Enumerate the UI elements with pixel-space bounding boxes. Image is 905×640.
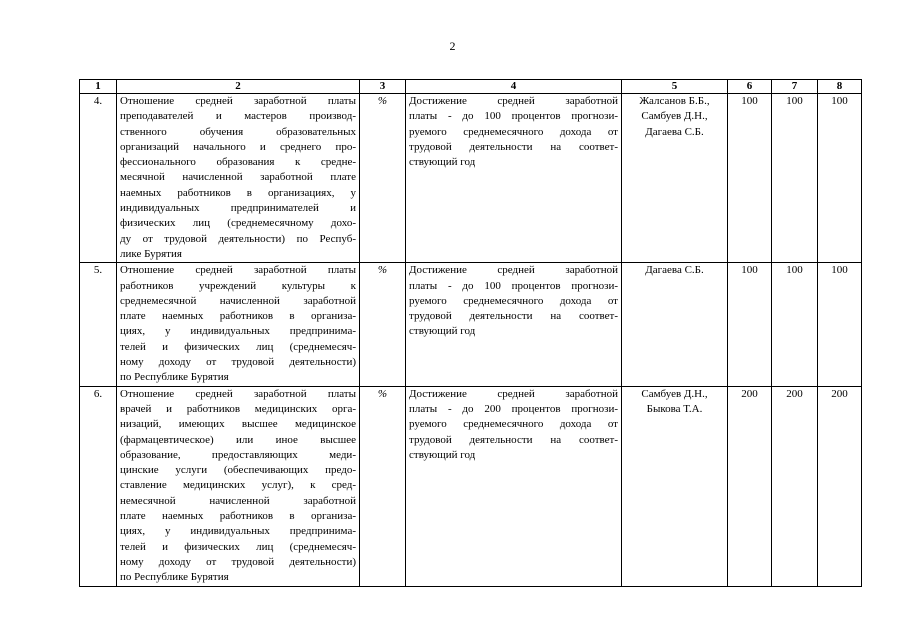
table-row [80,263,862,386]
indicator-line: Отношение средней заработной платы [120,387,356,400]
unit-cell: % [360,263,406,386]
header-cell-4: 4 [406,80,622,94]
indicator-line: по Республике Бурятия [120,371,229,384]
header-cell-3: 3 [360,80,406,94]
table-row [80,386,862,586]
indicator-line: (фармацевтическое) или иное высшее [120,433,356,446]
indicator-line: низаций, имеющих высшее медицинское [120,418,356,431]
indicator-line: телей и физических лиц (среднемесяч- [120,340,356,353]
indicator-cell [117,386,360,586]
target-line: платы - до 200 процентов прогнози- [409,402,618,415]
header-cell-1: 1 [80,80,117,94]
indicator-line: наемных работников в организациях, у [120,186,356,199]
indicator-line: индивидуальных предпринимателей и [120,202,356,215]
indicator-cell [117,263,360,386]
header-cell-5: 5 [622,80,728,94]
value-col8-cell: 100 [818,263,862,386]
value-col6-cell: 100 [728,94,772,263]
value-col8-cell: 200 [818,386,862,586]
indicator-line: ду от трудовой деятельности) по Респуб- [120,232,356,245]
unit-cell: % [360,94,406,263]
target-line: Достижение средней заработной [409,387,618,400]
target-line: трудовой деятельности на соответ- [409,140,618,153]
indicator-line: физических лиц (среднемесячному дохо- [120,217,356,230]
header-cell-7: 7 [772,80,818,94]
responsible-cell [622,386,728,586]
indicator-line: плате наемных работников в организа- [120,310,356,323]
target-line: ствующий год [409,156,476,169]
row-number: 6. [80,386,117,586]
indicator-line: телей и физических лиц (среднемесяч- [120,540,356,553]
responsible-cell [622,94,728,263]
target-line: трудовой деятельности на соответ- [409,310,618,323]
target-line: руемого среднемесячного дохода от [409,294,618,307]
indicator-line: образование, предоставляющих меди- [120,448,356,461]
indicator-line: циях, у индивидуальных предпринима- [120,525,356,538]
indicator-line: преподавателей и мастеров производ- [120,110,356,123]
indicator-line: плате наемных работников в организа- [120,510,356,523]
value-col7-cell: 100 [772,94,818,263]
table-row [80,94,862,263]
target-cell [406,386,622,586]
value-col6-cell: 100 [728,263,772,386]
target-line: руемого среднемесячного дохода от [409,125,618,138]
responsible-line: Самбуев Д.Н., [641,387,708,400]
indicator-line: циях, у индивидуальных предпринима- [120,325,356,338]
value-col7-cell: 100 [772,263,818,386]
target-line: Достижение средней заработной [409,95,618,107]
target-line: Достижение средней заработной [409,264,618,277]
indicator-line: Отношение средней заработной платы [120,264,356,277]
indicator-line: ставление медицинских услуг), к сред- [120,479,356,492]
responsible-line: Жалсанов Б.Б., [639,95,710,107]
indicator-line: цинские услуги (обеспечивающих предо- [120,464,356,477]
target-line: ствующий год [409,325,476,338]
responsible-line: Самбуев Д.Н., [641,110,708,123]
indicator-line: Отношение средней заработной платы [120,95,356,107]
target-line: руемого среднемесячного дохода от [409,418,618,431]
value-col8-cell: 100 [818,94,862,263]
indicator-line: организаций начального и среднего про- [120,140,356,153]
target-line: ствующий год [409,448,476,461]
indicator-line: по Республике Бурятия [120,571,229,584]
value-col7-cell: 200 [772,386,818,586]
target-line: платы - до 100 процентов прогнози- [409,110,618,123]
value-col6-cell: 200 [728,386,772,586]
indicators-table [79,79,862,587]
header-cell-8: 8 [818,80,862,94]
indicator-line: ному доходу от трудовой деятельности) [120,555,356,568]
header-row [80,80,862,94]
page-number: 2 [449,39,456,53]
header-cell-2: 2 [117,80,360,94]
indicator-line: врачей и работников медицинских орга- [120,402,356,415]
indicator-line: среднемесячной начисленной заработной [120,294,356,307]
target-line: платы - до 100 процентов прогнози- [409,279,618,292]
indicator-line: ственного обучения образовательных [120,125,356,138]
responsible-line: Дагаева С.Б. [645,125,704,138]
row-number: 5. [80,263,117,386]
responsible-line: Быкова Т.А. [646,402,703,415]
indicator-cell [117,94,360,263]
target-line: трудовой деятельности на соответ- [409,433,618,446]
row-number: 4. [80,94,117,263]
target-cell [406,94,622,263]
unit-cell: % [360,386,406,586]
indicator-line: лике Бурятия [120,247,182,260]
responsible-cell [622,263,728,386]
table-body [80,94,862,587]
indicator-line: фессионального образования к средне- [120,156,356,169]
header-cell-6: 6 [728,80,772,94]
target-cell [406,263,622,386]
indicator-line: месячной начисленной заработной плате [120,171,356,184]
indicator-line: работников учреждений культуры к [120,279,356,292]
indicator-line: ному доходу от трудовой деятельности) [120,356,356,369]
responsible-line: Дагаева С.Б. [645,264,704,277]
indicator-line: немесячной начисленной заработной [120,494,356,507]
